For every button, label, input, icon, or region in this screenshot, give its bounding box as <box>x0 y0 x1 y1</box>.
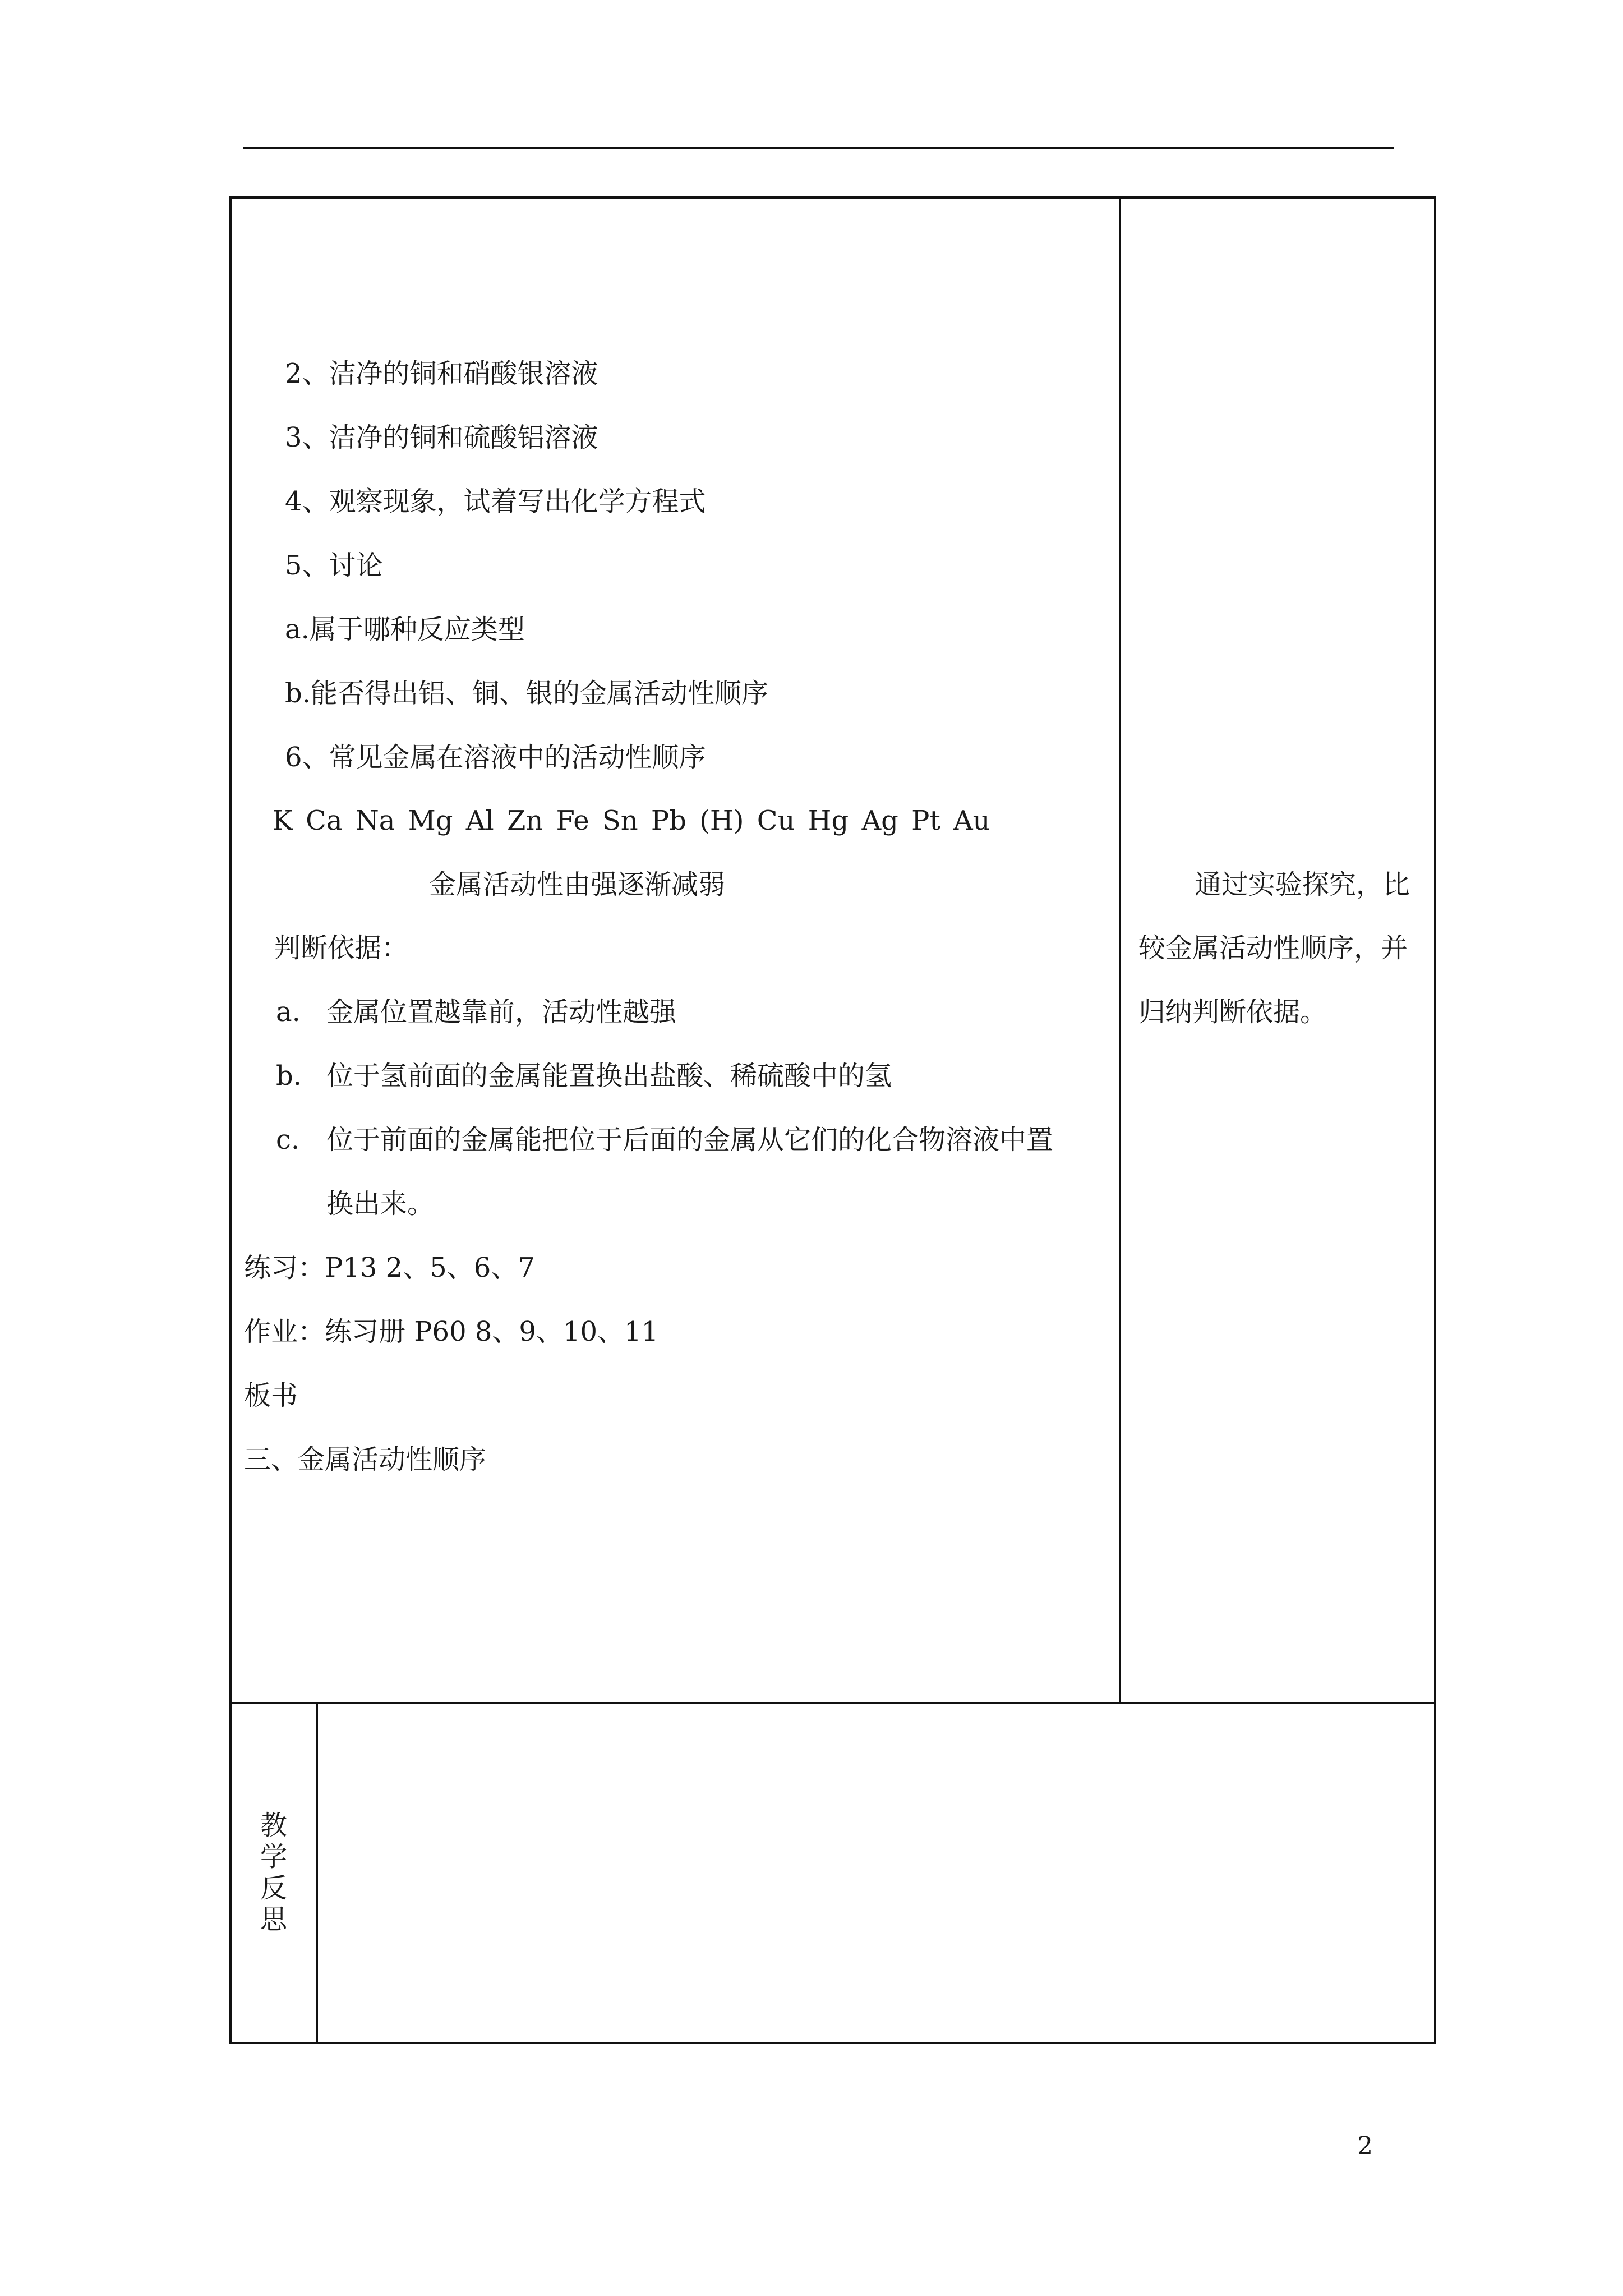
step-line-2: 2、洁净的铜和硝酸银溶液 <box>285 358 598 389</box>
discussion-a: a.属于哪种反应类型 <box>285 614 525 645</box>
criterion-a-mark: a. <box>276 996 301 1028</box>
table-border-mid <box>229 1702 1436 1704</box>
reflection-char-2: 学 <box>260 1841 287 1872</box>
step-line-6: 6、常见金属在溶液中的活动性顺序 <box>285 742 706 773</box>
table-border-left <box>229 196 232 2044</box>
header-rule <box>243 147 1394 149</box>
board-label: 板书 <box>244 1380 298 1411</box>
activity-series: K Ca Na Mg Al Zn Fe Sn Pb (H) Cu Hg Ag Pt Au <box>273 805 990 836</box>
homework-line: 作业：练习册 P60 8、9、10、11 <box>244 1316 659 1347</box>
reflection-char-3: 反 <box>260 1872 287 1904</box>
series-caption: 金属活动性由强逐渐减弱 <box>429 869 726 900</box>
table-border-bottom <box>229 2042 1436 2044</box>
step-line-3: 3、洁净的铜和硫酸铝溶液 <box>285 422 598 453</box>
criterion-b-text: 位于氢前面的金属能置换出盐酸、稀硫酸中的氢 <box>326 1060 892 1092</box>
table-border-right <box>1434 196 1436 2044</box>
side-note-line-1: 通过实验探究，比 <box>1195 869 1410 900</box>
discussion-b: b.能否得出铝、铜、银的金属活动性顺序 <box>285 678 768 709</box>
criterion-c-text: 位于前面的金属能把位于后面的金属从它们的化合物溶液中置 <box>326 1124 1054 1156</box>
step-line-4: 4、观察现象，试着写出化学方程式 <box>285 486 706 517</box>
exercise-line: 练习：P13 2、5、6、7 <box>244 1252 535 1283</box>
page-number: 2 <box>1357 2132 1373 2160</box>
criterion-b-mark: b. <box>276 1060 302 1092</box>
table-divider-side <box>1119 196 1121 1704</box>
side-note-line-3: 归纳判断依据。 <box>1138 996 1327 1028</box>
board-heading: 三、金属活动性顺序 <box>244 1444 487 1475</box>
step-line-5: 5、讨论 <box>285 550 383 581</box>
basis-heading: 判断依据： <box>274 932 409 964</box>
table-divider-reflection <box>316 1702 318 2044</box>
criterion-c-continued: 换出来。 <box>326 1188 435 1220</box>
criterion-c-mark: c. <box>276 1124 300 1156</box>
reflection-label <box>257 1810 291 1935</box>
reflection-char-4: 思 <box>260 1904 287 1935</box>
side-note-line-2: 较金属活动性顺序，并 <box>1138 932 1408 964</box>
table-border-top <box>229 196 1436 199</box>
criterion-a-text: 金属位置越靠前，活动性越强 <box>326 996 677 1028</box>
reflection-char-1: 教 <box>260 1810 287 1841</box>
